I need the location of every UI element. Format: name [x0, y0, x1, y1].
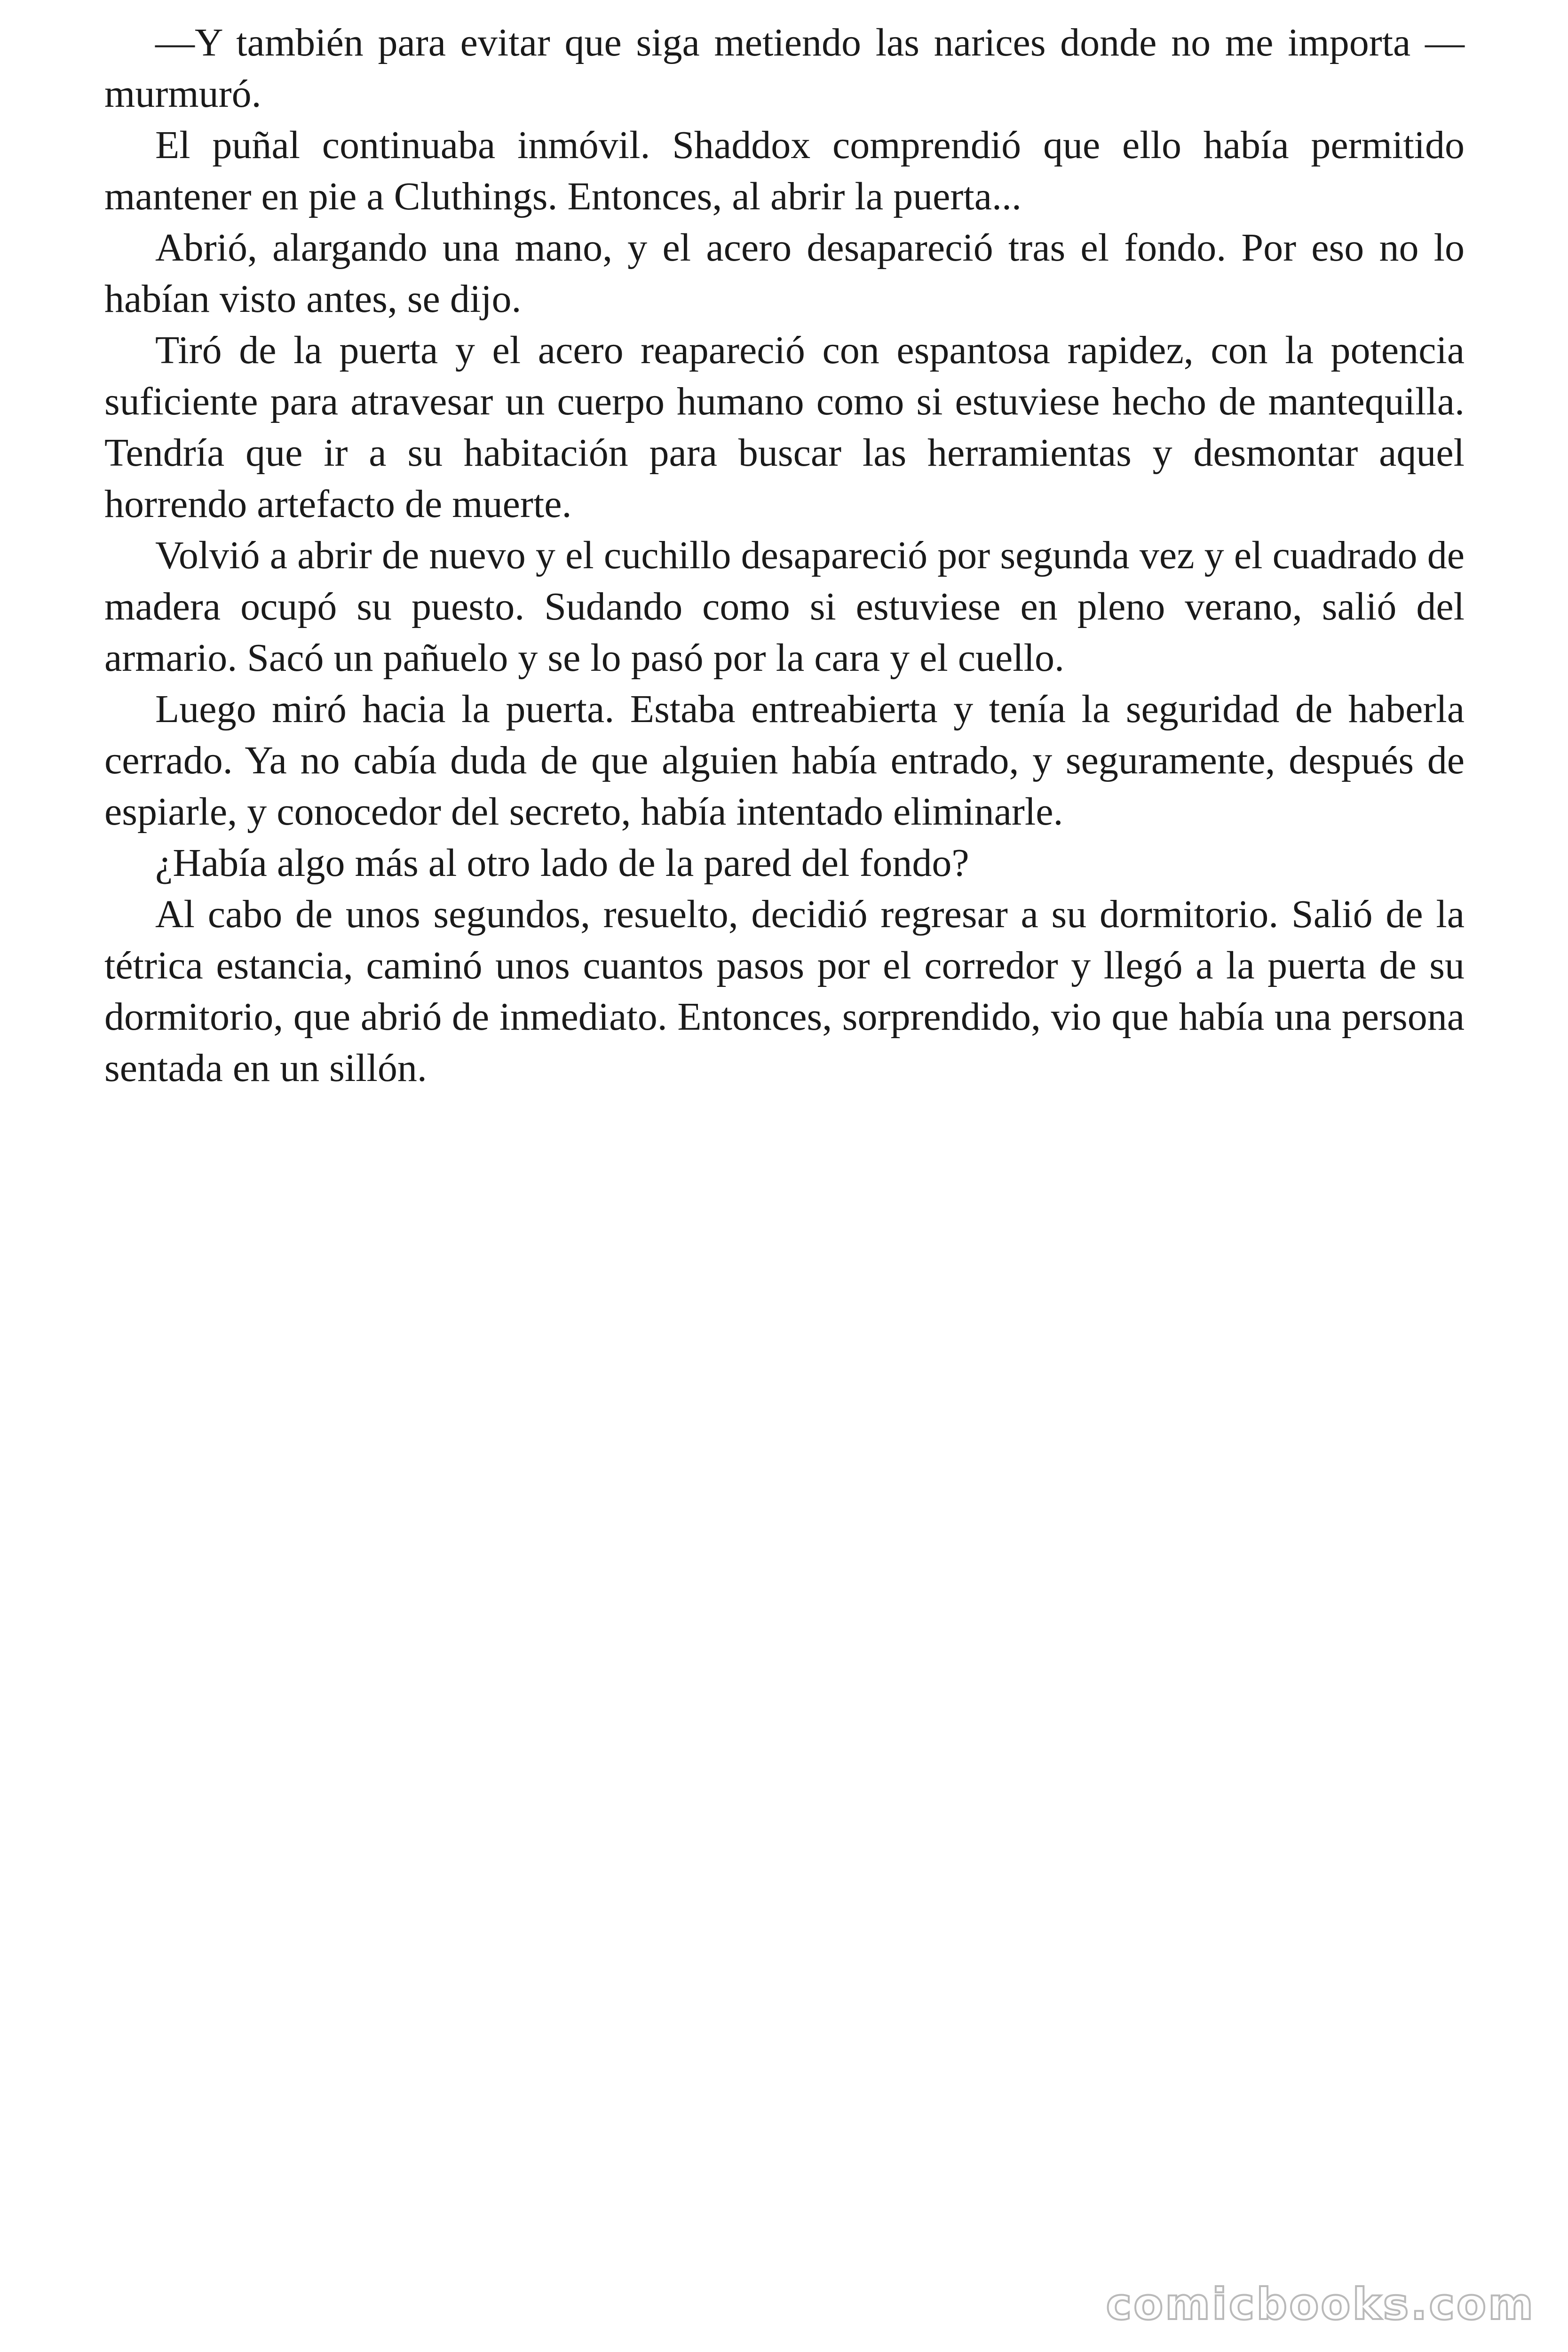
paragraph: Luego miró hacia la puerta. Estaba entreabierta y tenía la seguridad de haberla cerrado. Ya no cabía duda de que alguien había entrado, y seguramente, después de espiarle, y conocedor del secreto, había intentado eliminarle.: [104, 687, 1465, 834]
paragraph: Abrió, alargando una mano, y el acero desapareció tras el fondo. Por eso no lo habían visto antes, se dijo.: [104, 226, 1465, 321]
paragraph: El puñal continuaba inmóvil. Shaddox comprendió que ello había permitido mantener en pie a Cluthings. Entonces, al abrir la puerta...: [104, 123, 1465, 218]
paragraph: Volvió a abrir de nuevo y el cuchillo desapareció por segunda vez y el cuadrado de madera ocupó su puesto. Sudando como si estuviese en pleno verano, salió del armario. Sacó un pañuelo y se lo pasó por la cara y el cuello.: [104, 533, 1465, 680]
page-text: [104, 17, 1465, 1094]
paragraph: —Y también para evitar que siga metiendo las narices donde no me importa —murmuró.: [104, 21, 1465, 116]
paragraph: Al cabo de unos segundos, resuelto, decidió regresar a su dormitorio. Salió de la tétrica estancia, caminó unos cuantos pasos por el corredor y llegó a la puerta de su dormitorio, que abrió de inmediato. Entonces, sorprendido, vio que había una persona sentada en un sillón.: [104, 892, 1465, 1090]
paragraph: ¿Había algo más al otro lado de la pared del fondo?: [155, 841, 969, 885]
watermark: comicbooks.com: [1106, 2279, 1535, 2329]
paragraph: Tiró de la puerta y el acero reapareció con espantosa rapidez, con la potencia suficiente para atravesar un cuerpo humano como si estuviese hecho de mantequilla. Tendría que ir a su habitación para buscar las herramientas y desmontar aquel horrendo artefacto de muerte.: [104, 328, 1465, 526]
